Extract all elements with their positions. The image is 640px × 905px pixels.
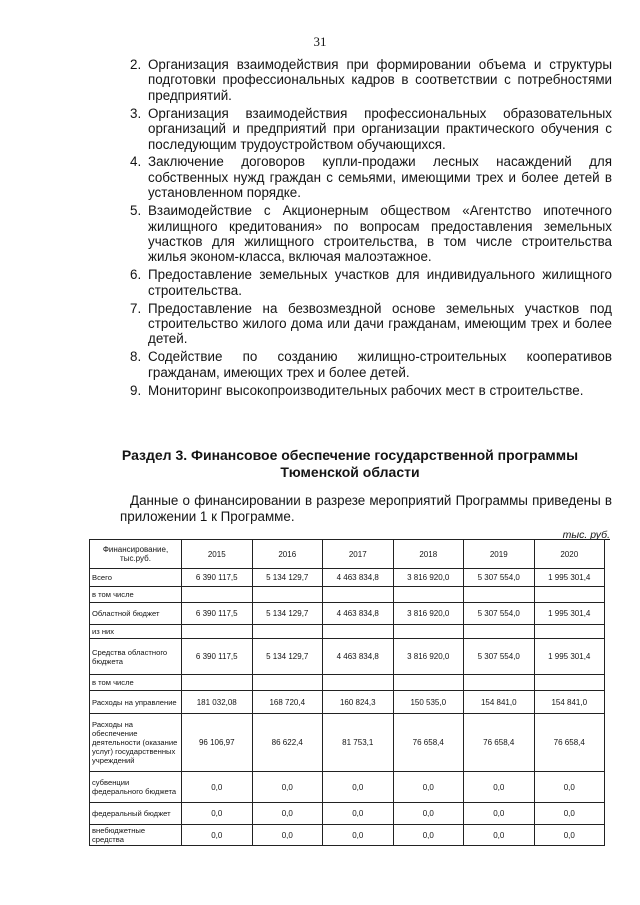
table-row [90,625,605,639]
table-row [90,825,605,846]
cell: 1 995 301,4 [534,603,605,625]
list-item: 9. Мониторинг высокопроизводительных рабочих мест в строительстве. [130,382,584,398]
cell: 76 658,4 [464,714,535,772]
list-item: 8. Содействие по созданию жилищно-строительных кооперативов гражданам, имеющих трех и более детей. [130,349,612,380]
table-row [90,714,605,772]
cell: 6 390 117,5 [182,603,253,625]
table-row [90,691,605,714]
cell: 4 463 834,8 [323,639,394,675]
cell: 154 841,0 [464,691,535,714]
row-label: Расходы на обеспечение деятельности (оказание услуг) государственных учреждений [90,714,182,772]
cell [464,587,535,603]
cell: 4 463 834,8 [323,569,394,587]
year-header: 2017 [323,540,394,569]
cell: 1 995 301,4 [534,639,605,675]
cell: 86 622,4 [252,714,323,772]
cell: 0,0 [323,803,394,825]
cell: 0,0 [464,772,535,803]
cell [252,675,323,691]
cell [252,625,323,639]
cell: 3 816 920,0 [393,603,464,625]
cell: 5 307 554,0 [464,569,535,587]
year-header: 2015 [182,540,253,569]
cell [182,587,253,603]
list-item: 7. Предоставление на безвозмездной основе земельных участков под строительство жилого дома или дачи гражданам, имеющим трех и более детей. [130,300,612,347]
cell: 0,0 [252,803,323,825]
cell: 0,0 [534,772,605,803]
year-header: 2016 [252,540,323,569]
cell [464,625,535,639]
row-label: Всего [90,569,182,587]
section-title: Раздел 3. Финансовое обеспечение государственной программы Тюменской области [121,447,579,480]
units-label: тыс. руб. [562,529,610,541]
row-label: в том числе [90,675,182,691]
cell: 0,0 [464,825,535,846]
cell: 0,0 [182,825,253,846]
cell: 81 753,1 [323,714,394,772]
financing-table [89,539,605,846]
cell: 0,0 [534,803,605,825]
table-row [90,587,605,603]
row-label: Расходы на управление [90,691,182,714]
cell: 1 995 301,4 [534,569,605,587]
cell: 6 390 117,5 [182,639,253,675]
list-item: 4. Заключение договоров купли-продажи лесных насаждений для собственных нужд граждан с семьями, имеющими трех и более детей в установленном порядке. [130,154,612,201]
list-item: 6. Предоставление земельных участков для индивидуального жилищного строительства. [130,267,612,298]
list-item: 5. Взаимодействие с Акционерным обществом «Агентство ипотечного жилищного кредитования» по вопросам предоставления земельных участков для жилищного строительства, в том числе строительства жилья эконом-класса, включая малоэтажное. [130,203,612,265]
cell: 0,0 [182,803,253,825]
cell: 5 134 129,7 [252,639,323,675]
table-row [90,803,605,825]
page-number: 31 [313,34,327,49]
row-label: федеральный бюджет [90,803,182,825]
row-label: Средства областного бюджета [90,639,182,675]
cell: 76 658,4 [534,714,605,772]
table-row [90,772,605,803]
cell: 0,0 [534,825,605,846]
cell: 3 816 920,0 [393,569,464,587]
cell [182,625,253,639]
cell: 0,0 [464,803,535,825]
cell [323,587,394,603]
cell [464,675,535,691]
header-label: Финансирование, тыс.руб. [90,540,182,569]
cell: 5 134 129,7 [252,603,323,625]
cell [534,675,605,691]
cell: 0,0 [323,772,394,803]
cell: 0,0 [393,825,464,846]
table-row [90,675,605,691]
cell: 5 134 129,7 [252,569,323,587]
cell [393,675,464,691]
cell [534,587,605,603]
year-header: 2020 [534,540,605,569]
cell: 96 106,97 [182,714,253,772]
row-label: в том числе [90,587,182,603]
cell: 0,0 [323,825,394,846]
cell: 0,0 [252,772,323,803]
cell [182,675,253,691]
cell [252,587,323,603]
cell: 150 535,0 [393,691,464,714]
cell: 76 658,4 [393,714,464,772]
measures-list [120,57,612,401]
financing-paragraph: Данные о финансировании в разрезе мероприятий Программы приведены в приложении 1 к Программе. [120,493,612,524]
year-header: 2019 [464,540,535,569]
cell: 0,0 [393,772,464,803]
cell: 0,0 [182,772,253,803]
cell: 181 032,08 [182,691,253,714]
cell [323,675,394,691]
row-label: субвенции федерального бюджета [90,772,182,803]
cell: 154 841,0 [534,691,605,714]
cell: 0,0 [393,803,464,825]
year-header: 2018 [393,540,464,569]
cell: 168 720,4 [252,691,323,714]
table-header-row [90,540,605,569]
cell [534,625,605,639]
cell: 160 824,3 [323,691,394,714]
row-label: Областной бюджет [90,603,182,625]
list-item: 3. Организация взаимодействия профессиональных образовательных организаций и предприятий при организации практического обучения с последующим трудоустройством обучающихся. [130,105,612,152]
cell [393,625,464,639]
table-row [90,639,605,675]
cell: 4 463 834,8 [323,603,394,625]
list-item: 2. Организация взаимодействия при формировании объема и структуры подготовки профессиональных кадров в соответствии с потребностями предприятий. [130,57,612,103]
row-label: внебюджетные средства [90,825,182,846]
cell: 0,0 [252,825,323,846]
row-label: из них [90,625,182,639]
cell: 3 816 920,0 [393,639,464,675]
cell: 5 307 554,0 [464,603,535,625]
cell [323,625,394,639]
cell [393,587,464,603]
table-row [90,569,605,587]
cell: 5 307 554,0 [464,639,535,675]
cell: 6 390 117,5 [182,569,253,587]
table-row [90,603,605,625]
